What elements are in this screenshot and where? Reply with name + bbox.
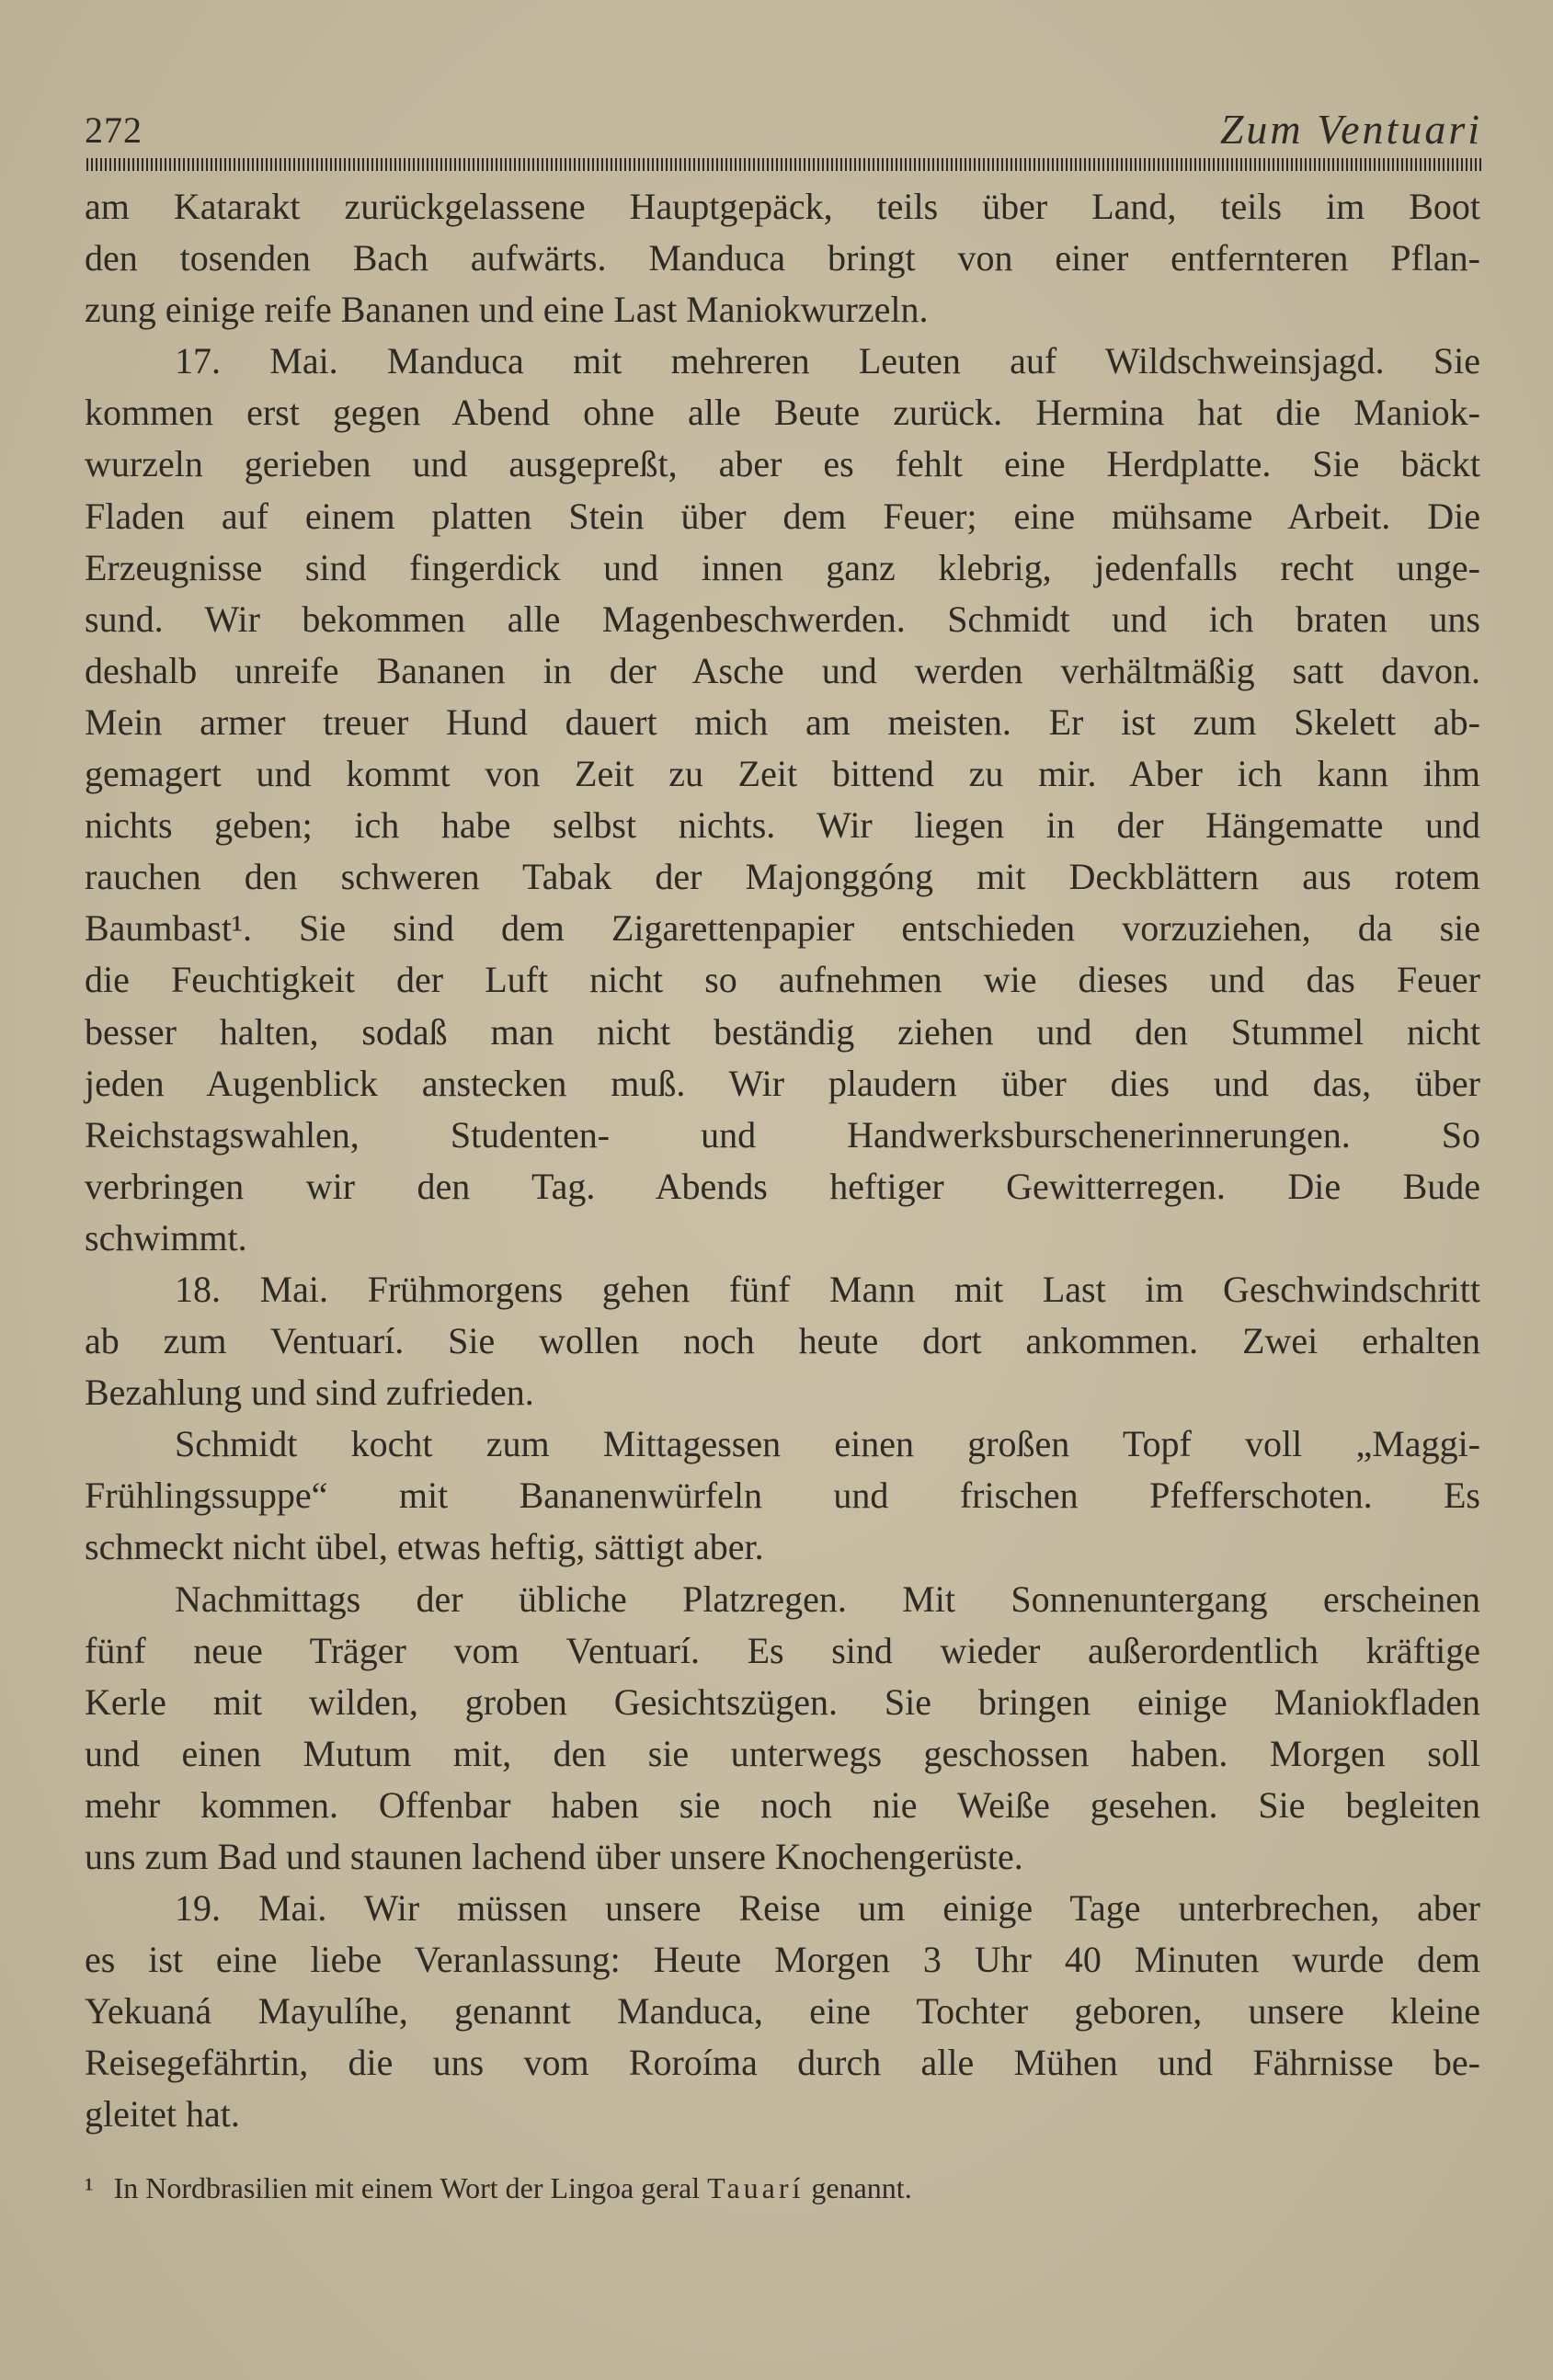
body-text	[85, 181, 1480, 2141]
text-line: deshalb unreife Bananen in der Asche und werden verhältmäßig satt davon.	[85, 649, 1480, 691]
text-line: und einen Mutum mit, den sie unterwegs geschossen haben. Morgen soll	[85, 1732, 1480, 1774]
text-line: Fladen auf einem platten Stein über dem Feuer; eine mühsame Arbeit. Die	[85, 495, 1480, 537]
text-line: schmeckt nicht übel, etwas heftig, sättigt aber.	[85, 1526, 764, 1568]
text-line: Yekuaná Mayulíhe, genannt Manduca, eine Tochter geboren, unsere kleine	[85, 1990, 1480, 2033]
text-line: Baumbast¹. Sie sind dem Zigarettenpapier entschieden vorzuziehen, da sie	[85, 907, 1480, 950]
text-line: zung einige reife Bananen und eine Last Maniokwurzeln.	[85, 289, 929, 331]
footnote-text-before: In Nordbrasilien mit einem Wort der Lingoa geral	[113, 2171, 701, 2204]
running-title: Zum Ventuari	[1219, 106, 1482, 153]
text-line: Reichstagswahlen, Studenten- und Handwerksburschenerinnerungen. So	[85, 1113, 1480, 1156]
footnote-spaced-word: Tauarí	[707, 2171, 805, 2204]
footnote-text-after: genannt.	[811, 2171, 912, 2204]
text-line: 18. Mai. Frühmorgens gehen fünf Mann mit Last im Geschwindschritt	[175, 1268, 1480, 1310]
text-line: es ist eine liebe Veranlassung: Heute Morgen 3 Uhr 40 Minuten wurde dem	[85, 1939, 1480, 1981]
text-line: Schmidt kocht zum Mittagessen einen großen Topf voll „Maggi-	[175, 1423, 1480, 1465]
text-line: besser halten, sodaß man nicht beständig ziehen und den Stummel nicht	[85, 1010, 1480, 1053]
footnote-mark: ¹	[85, 2171, 94, 2204]
text-line: uns zum Bad und staunen lachend über unsere Knochengerüste.	[85, 1836, 1023, 1877]
header-rule	[86, 158, 1482, 171]
text-line: Nachmittags der übliche Platzregen. Mit Sonnenuntergang erscheinen	[175, 1577, 1480, 1620]
text-line: verbringen wir den Tag. Abends heftiger Gewitterregen. Die Bude	[85, 1165, 1480, 1207]
text-line: Reisegefährtin, die uns vom Roroíma durch alle Mühen und Fährnisse be-	[85, 2042, 1480, 2084]
text-line: schwimmt.	[85, 1216, 247, 1258]
text-line: die Feuchtigkeit der Luft nicht so aufnehmen wie dieses und das Feuer	[85, 959, 1480, 1001]
text-line: gemagert und kommt von Zeit zu Zeit bittend zu mir. Aber ich kann ihm	[85, 753, 1480, 795]
text-line: sund. Wir bekommen alle Magenbeschwerden. Schmidt und ich braten uns	[85, 598, 1480, 640]
text-line: nichts geben; ich habe selbst nichts. Wir liegen in der Hängematte und	[85, 804, 1480, 847]
text-line: 17. Mai. Manduca mit mehreren Leuten auf Wildschweinsjagd. Sie	[175, 340, 1480, 382]
text-line: ab zum Ventuarí. Sie wollen noch heute dort ankommen. Zwei erhalten	[85, 1320, 1480, 1362]
text-line: jeden Augenblick anstecken muß. Wir plaudern über dies und das, über	[85, 1062, 1480, 1104]
text-line: Bezahlung und sind zufrieden.	[85, 1372, 534, 1414]
page-number: 272	[85, 109, 143, 151]
text-line: Erzeugnisse sind fingerdick und innen ganz klebrig, jedenfalls recht unge-	[85, 546, 1480, 588]
text-line: rauchen den schweren Tabak der Majonggóng mit Deckblättern aus rotem	[85, 856, 1480, 898]
text-line: am Katarakt zurückgelassene Hauptgepäck, teils über Land, teils im Boot	[85, 186, 1480, 227]
page-header	[85, 103, 1482, 158]
text-line: Kerle mit wilden, groben Gesichtszügen. Sie bringen einige Maniokfladen	[85, 1680, 1480, 1723]
text-line: gleitet hat.	[85, 2093, 240, 2135]
footnote	[85, 2168, 1480, 2208]
text-line: wurzeln gerieben und ausgepreßt, aber es fehlt eine Herdplatte. Sie bäckt	[85, 443, 1480, 485]
text-line: Mein armer treuer Hund dauert mich am meisten. Er ist zum Skelett ab-	[85, 700, 1480, 743]
text-line: 19. Mai. Wir müssen unsere Reise um einige Tage unterbrechen, aber	[175, 1887, 1480, 1930]
text-line: kommen erst gegen Abend ohne alle Beute zurück. Hermina hat die Maniok-	[85, 392, 1480, 434]
text-line: Frühlingssuppe“ mit Bananenwürfeln und frischen Pfefferschoten. Es	[85, 1475, 1480, 1517]
text-line: mehr kommen. Offenbar haben sie noch nie Weiße gesehen. Sie begleiten	[85, 1783, 1480, 1826]
text-line: den tosenden Bach aufwärts. Manduca bringt von einer entfernteren Pflan-	[85, 237, 1480, 279]
text-line: fünf neue Träger vom Ventuarí. Es sind wieder außerordentlich kräftige	[85, 1629, 1480, 1671]
